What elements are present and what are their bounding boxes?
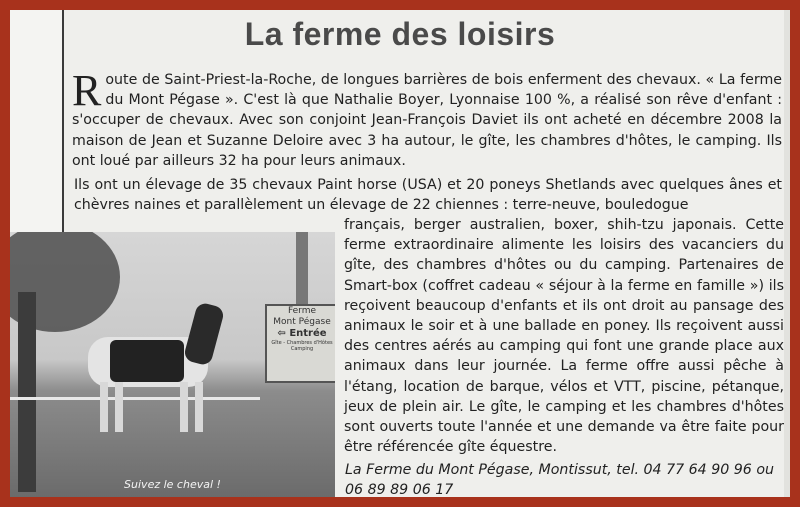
sign-arrow: ⇦ Entrée (277, 328, 327, 339)
article-title: La ferme des loisirs (244, 16, 556, 52)
newspaper-clipping (10, 10, 790, 497)
paragraph-1 (72, 66, 782, 171)
horse-leg (195, 382, 203, 432)
page-frame (5, 5, 795, 502)
left-margin-strip (10, 10, 64, 232)
horse-photo (10, 232, 335, 497)
right-margin-strip (784, 10, 790, 497)
sign-line-2: Mont Pégase (273, 317, 331, 327)
horse-leg (180, 382, 188, 432)
horse-leg (100, 382, 108, 432)
contact-signature: La Ferme du Mont Pégase, Montissut, tel. 04 77 64 90 96 ou 06 89 89 06 17 (345, 462, 775, 497)
tree-trunk (18, 292, 36, 492)
drop-cap: R (72, 66, 102, 115)
photo-caption: Suivez le cheval ! (124, 478, 221, 491)
sign-small-2: Camping (290, 346, 314, 352)
paragraph-2-column: français, berger australien, boxer, shih-tzu japonais. Cette ferme extraordinaire alimente les loisirs des vacanciers du gîte, des chambres d'hôtes ou du camping. Partenaires de Smart-box (coffret cadeau « séjour à la ferme en famille ») ils reçoivent beaucoup d'enfants et ils ont droit au pansage des animaux le soir et à une ballade en poney. Ils reçoivent aussi des centres aérés au camping qui font une grande place aux animaux dans leur journée. La ferme offre aussi pêche à l'étang, location de barque, vélos et VTT, piscine, pétanque, jeux de plein air. Le gîte, le camping et les chambres d'hôtes sont ouverts toute l'année et une demande va être faite pour être référencée gîte équestre. (344, 217, 784, 456)
horse-neck (183, 301, 226, 366)
sign-line-1: Ferme (287, 306, 317, 316)
paragraph-2-top: Ils ont un élevage de 35 chevaux Paint horse (USA) et 20 poneys Shetlands avec quelques ânes et chèvres naines et parallèlement un élevage de 22 chiennes : terre-neuve, bouledogue (74, 177, 782, 214)
horse-patch (110, 340, 184, 382)
horse-leg (115, 382, 123, 432)
sign-small-1: Gîte - Chambres d'Hôtes (271, 340, 333, 346)
fence-rail (10, 397, 260, 400)
farm-sign (265, 304, 335, 383)
paragraph-1-text: oute de Saint-Priest-la-Roche, de longues barrières de bois enferment des chevaux. « La ferme du Mont Pégase ». C'est là que Nathalie Boyer, Lyonnaise 100 %, a réalisé son rêve d'enfant : s'occuper de chevaux. Avec son conjoint Jean-François Daviet ils ont acheté en décembre 2008 la maison de Jean et Suzanne Deloire avec 3 ha autour, le gîte, les chambres d'hôtes, le camping. Ils ont loué par ailleurs 32 ha pour leurs animaux. (72, 72, 782, 169)
